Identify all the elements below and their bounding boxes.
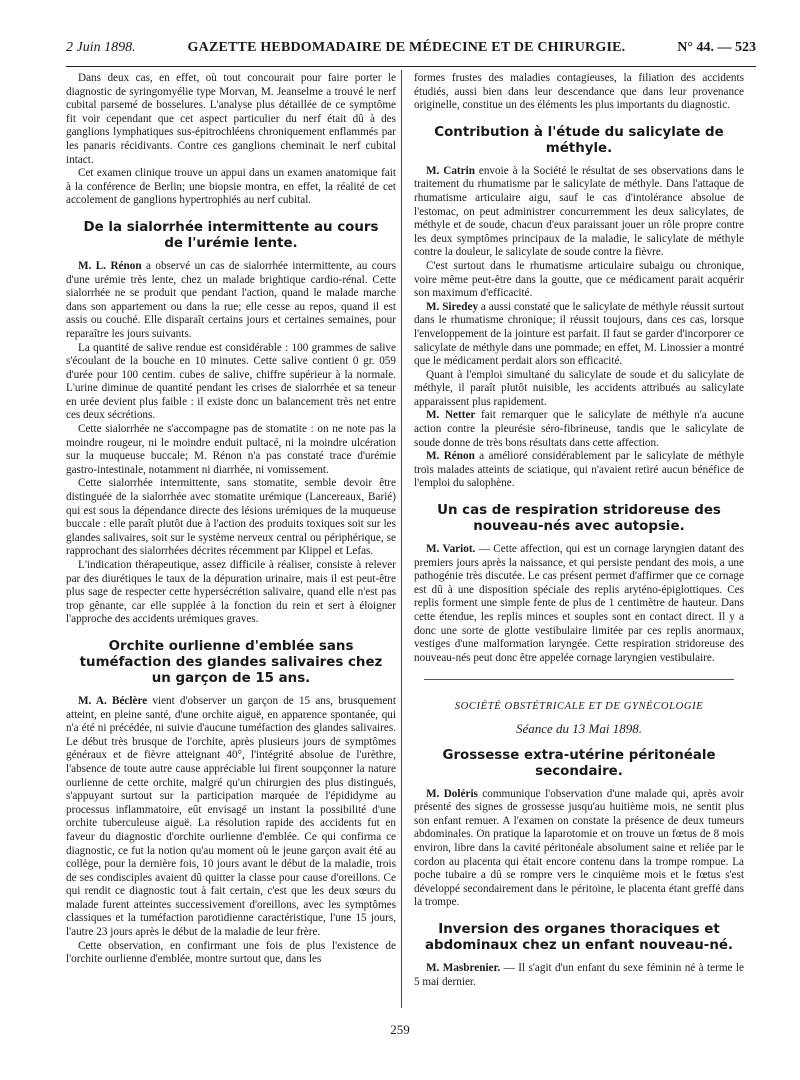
paragraph	[414, 450, 744, 491]
section-heading: Contribution à l'étude du salicylate de méthyle.	[434, 124, 724, 156]
section-heading: Un cas de respiration stridoreuse des nouveau-nés avec autopsie.	[437, 503, 721, 535]
section-separator	[424, 679, 734, 680]
page-number: 259	[390, 1022, 410, 1037]
society-title: SOCIÉTÉ OBSTÉTRICALE ET DE GYNÉCOLOGIE	[454, 701, 704, 713]
paragraph: La quantité de salive rendue est considérable : 100 grammes de salive s'écoulant de la bouche en 10 minutes. Cette salive contient 0 gr. 059 d'urée pour 100 centim. cubes de salive, chiffre supérieur à la normale. L'urine diminue de quantité pendant les crises de sialorrhée et sa teneur en urée devient plus faible : il existe donc un balancement très net entre ces deux sécrétions.	[66, 341, 396, 422]
author-name: M. Masbrenier.	[426, 961, 501, 974]
paragraph-text: — Il s'agit d'un enfant du sexe féminin né à terme le 5 mai dernier.	[414, 961, 744, 988]
paragraph: formes frustes des maladies contagieuses, la filiation des accidents étudiés, aussi bien dans leur descendance que dans leur provenance originelle, constitue un des éléments les plus importants du diagnostic.	[414, 72, 744, 112]
author-name: M. Netter	[426, 409, 476, 422]
paragraph	[66, 260, 396, 342]
section-heading: Orchite ourlienne d'emblée sans tuméfaction des glandes salivaires chez un garçon de 15 ans.	[79, 638, 383, 686]
paragraph-text: fait remarquer que le salicylate de méthyle n'a aucune action contre la pleurésie séro-fibrineuse, tandis que le salicylate de soude donne de très bons résultats dans cette affection.	[414, 409, 744, 449]
journal-title: GAZETTE HEBDOMADAIRE DE MÉDECINE ET DE CHIRURGIE.	[187, 40, 626, 55]
right-column	[414, 72, 744, 989]
paragraph: Cette sialorrhée intermittente, sans stomatite, semble devoir être distinguée de la sialorrhée avec stomatite urémique (Lancereaux, Barié) qui est sous la dépendance directe des lésions urémiques de la muqueuse buccale : elle paraît plutôt due à l'action des produits toxiques soit sur les glandes salivaires, soit sur le système nerveux central ou périphérique, se rapprochant des sialorrhées décrites récemment par Klippel et Lefas.	[66, 477, 396, 558]
paragraph-text: a amélioré considérablement par le salicylate de méthyle trois malades atteints de sciatique, qui n'avaient retiré aucun bénéfice de l'emploi du salophène.	[414, 450, 744, 490]
paragraph: Quant à l'emploi simultané du salicylate de soude et du salicylate de méthyle, il paraît plutôt nuisible, les accidents attribués au salicylate apparaissent plus rapidement.	[414, 368, 744, 408]
header-rule	[66, 66, 756, 67]
paragraph: L'indication thérapeutique, assez difficile à réaliser, consiste à relever par des diurétiques le taux de la dépuration urinaire, mais il est peut-être plus sage de respecter cette hypersécrétion salivaire, quand elle n'est pas trop gênante, car elle supplée à la fonction du rein et sert à éloigner l'approche des accidents urémiques graves.	[66, 559, 396, 626]
paragraph	[414, 788, 744, 910]
paragraph: Dans deux cas, en effet, où tout concourait pour faire porter le diagnostic de syringomyélie type Morvan, M. Jeanselme a trouvé le nerf cubital parsemé de bosselures. L'analyse plus détaillée de ce symptôme fit voir cependant que cet aspect particulier du nerf était dû à des ganglions lymphatiques sus-épitrochléens chroniquement enflammés par les panaris récidivants. Contre ces ganglions cheminait le nerf cubital intact.	[66, 72, 396, 166]
author-name: M. L. Rénon	[78, 259, 142, 272]
author-name: M. Siredey	[426, 300, 479, 313]
paragraph: Cet examen clinique trouve un appui dans un examen anatomique fait à la conférence de Berlin; une biopsie montra, en effet, la réalité de cet accolement de ganglions hypertrophiés au nerf cubital.	[66, 167, 396, 207]
author-name: M. Variot.	[426, 543, 476, 556]
column-divider	[401, 70, 402, 1008]
author-name: M. Rénon	[426, 450, 475, 463]
paragraph	[414, 962, 744, 989]
author-name: M. Doléris	[426, 787, 478, 800]
paragraph: Cette observation, en confirmant une fois de plus l'existence de l'orchite ourlienne d'emblée, montre surtout que, dans les	[66, 939, 396, 966]
paragraph: C'est surtout dans le rhumatisme articulaire subaigu ou chronique, voire même peut-être dans la goutte, que ce médicament parait acquérir son maximum d'efficacité.	[414, 259, 744, 300]
section-heading: De la sialorrhée intermittente au cours de l'urémie lente.	[83, 219, 379, 251]
paragraph-text: vient d'observer un garçon de 15 ans, brusquement atteint, en pleine santé, d'une orchite aiguë, en apparence spontanée, qui n'a été ni précédée, ni suivie d'aucune tuméfaction des glandes salivaires. Le début très brusque de l'orchite, après plusieurs jours de symptômes généraux et de fièvre atteignant 40°, l'intégrité absolue de l'urèthre, l'absence de toute autre cause appréciable lui firent soupçonner la nature ourlienne de cette orchite, malgré qu'un chirurgien des plus distingués, s'appuyant surtout sur la participation marquée de l'épididyme au processus inflammatoire, eût envisagé un instant la possibilité d'une orchite tuberculeuse aiguë. La résolution rapide des accidents fut en faveur du diagnostic d'orchite ourlienne d'emblée. Ce qui confirma ce diagnostic, ce fut la notion qu'au moment où le jeune garçon avait été au collège, pour la dernière fois, 10 jours avant le début de la maladie, trois de ses condisciples avaient dû quitter la classe pour cause d'oreillons. Ce qui rendit ce diagnostic tout à fait certain, c'est que les deux sœurs du malade furent atteintes successivement d'oreillons, avec les symptômes classiques et la tuméfaction parotidienne caractéristique, l'une 15 jours, l'autre 23 jours après le début de la maladie de leur frère.	[66, 694, 397, 939]
paragraph	[414, 543, 744, 665]
paragraph-text: communique l'observation d'une malade qui, après avoir présenté des signes de grossesse jusqu'au huitième mois, ne sentit plus son enfant remuer. A l'examen on constate la présence de deux tumeurs abdominales. On pratique la laparotomie et on trouve un fœtus de 8 mois environ, libre dans la cavité péritonéale absolument saine et reliée par le cordon au placenta qui était encore contenu dans la trompe rompue. La poche tubaire a dû se rompre vers le cinquième mois et le fœtus s'est développé secondairement dans le péritoine, le placenta étant greffé dans la trompe.	[414, 787, 744, 909]
author-name: M. A. Béclère	[78, 694, 148, 707]
paragraph-text: a observé un cas de sialorrhée intermittente, au cours d'une urémie très lente, chez un malade brightique cardio-rénal. Cette sialorrhée ne se produit que pendant l'action, quand le malade marche dans son appartement ou dans la rue; elle cesse au repos, quand il est assis ou couché. Elle disparaît certains jours et certaines semaines, pour reparaître les jours suivants.	[66, 259, 396, 340]
paragraph-text: envoie à la Société le résultat de ses observations dans le traitement du rhumatisme par le salicylate de méthyle. Dans l'attaque de rhumatisme articulaire aigu, sauf le cas d'intolérance absolue de l'estomac, on peut administrer concurremment les deux salicylates, de méthyle et de soude, chacun d'eux paraissant jouer un rôle propre contre les deux symptômes principaux de la maladie, le salicylate de méthyle contre la douleur, le salicylate de soude contre la fièvre.	[414, 164, 744, 259]
paragraph	[414, 301, 744, 369]
running-header	[66, 40, 756, 62]
paragraph-text: — Cette affection, qui est un cornage laryngien datant des premiers jours après la naissance, et qui persiste pendant des mois, a une pathogénie très discutée. Le cas présent permet d'affirmer que ce cornage est dû à une disposition spéciale des replis aryténo-épiglottiques. Ces replis forment une simple fente de plus de 1 centimètre de hauteur. Dans cette étendue, les replis minces et souples sont en contact direct. Il y a donc une sorte de glotte vestibulaire limitée par ces replis anormaux, vestiges d'une malformation laryngée. Cette respiration stridoreuse des nouveau-nés peut donc être appelée cornage laryngien vestibulaire.	[414, 543, 744, 664]
paragraph	[66, 695, 396, 940]
paragraph-text: a aussi constaté que le salicylate de méthyle réussit surtout dans le rhumatisme chronique; il réussit toujours, dans ces cas, lorsque l'enveloppement de la jointure est parfait. Il faut se garder d'incorporer ce salicylate de méthyle dans une pommade; en effet, M. Linossier a montré que le médicament perdait alors son efficacité.	[414, 300, 744, 368]
paragraph	[414, 165, 744, 260]
left-column	[66, 72, 396, 967]
paragraph: Cette sialorrhée ne s'accompagne pas de stomatite : on ne note pas la moindre rougeur, ni le moindre enduit pultacé, ni la moindre ulcération sur la muqueuse buccale; M. Rénon n'a pas constaté trace d'urémie gastro-intestinale, notamment ni diarrhée, ni vomissement.	[66, 423, 396, 476]
issue-number: N° 44. — 523	[677, 40, 756, 55]
paragraph	[414, 409, 744, 450]
section-heading: Inversion des organes thoraciques et abdominaux chez un enfant nouveau-né.	[424, 921, 734, 953]
session-date: Séance du 13 Mai 1898.	[515, 720, 642, 736]
author-name: M. Catrin	[426, 164, 475, 177]
issue-date: 2 Juin 1898.	[66, 40, 136, 55]
section-heading: Grossesse extra-utérine péritonéale secondaire.	[442, 747, 716, 779]
